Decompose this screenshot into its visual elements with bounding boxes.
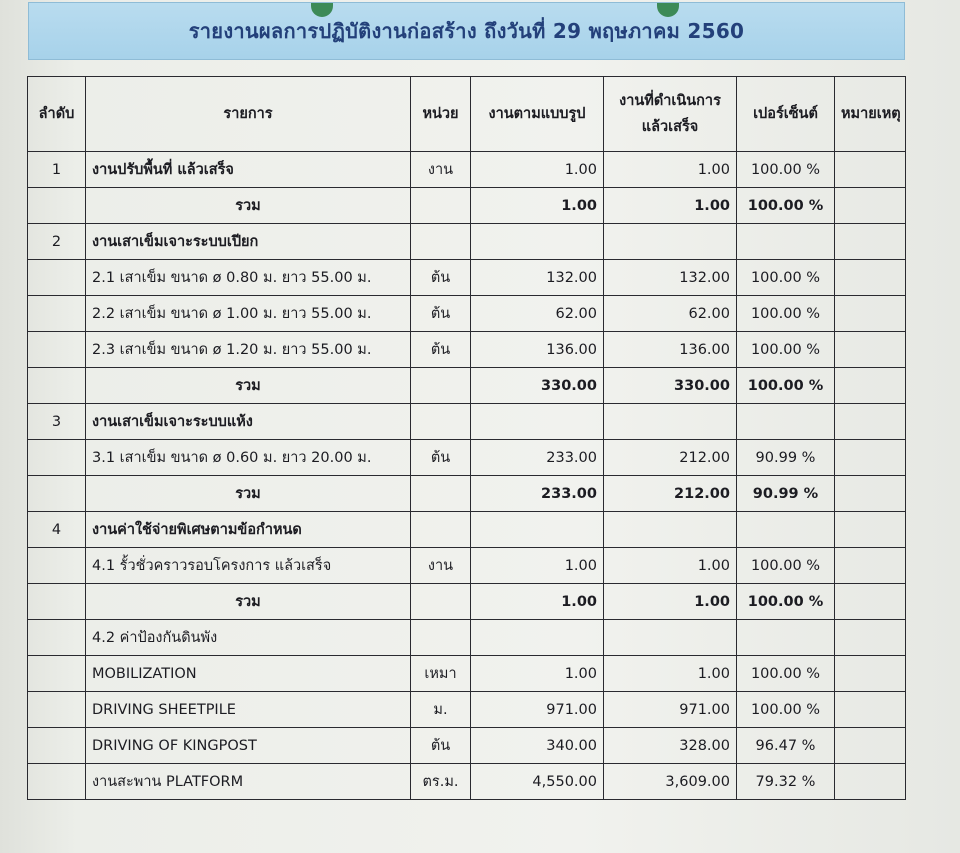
cell-item: DRIVING OF KINGPOST: [86, 728, 411, 764]
table-row: [28, 656, 906, 692]
title-banner: [28, 2, 905, 60]
cell-done: 1.00: [604, 152, 737, 188]
cell-percent: 100.00 %: [737, 656, 835, 692]
cell-done: 212.00: [604, 440, 737, 476]
cell-unit: [411, 404, 471, 440]
cell-item: รวม: [86, 476, 411, 512]
col-header-done-line1: งานที่ดำเนินการ: [619, 93, 721, 109]
cell-item: งานเสาเข็มเจาะระบบเปียก: [86, 224, 411, 260]
cell-item: งานสะพาน PLATFORM: [86, 764, 411, 800]
cell-done: 62.00: [604, 296, 737, 332]
cell-unit: ม.: [411, 692, 471, 728]
cell-remark: [835, 728, 906, 764]
table-row: [28, 296, 906, 332]
table-row: [28, 188, 906, 224]
cell-planned: 233.00: [471, 476, 604, 512]
cell-no: 3: [28, 404, 86, 440]
cell-no: [28, 692, 86, 728]
cell-item: รวม: [86, 368, 411, 404]
cell-percent: 100.00 %: [737, 188, 835, 224]
cell-done: 132.00: [604, 260, 737, 296]
cell-remark: [835, 656, 906, 692]
col-header-item: รายการ: [86, 77, 411, 152]
cell-item: งานเสาเข็มเจาะระบบแห้ง: [86, 404, 411, 440]
col-header-percent: เปอร์เซ็นต์: [737, 77, 835, 152]
table-row: [28, 584, 906, 620]
cell-item: งานค่าใช้จ่ายพิเศษตามข้อกำหนด: [86, 512, 411, 548]
cell-planned: 1.00: [471, 188, 604, 224]
cell-no: 1: [28, 152, 86, 188]
cell-unit: งาน: [411, 548, 471, 584]
cell-no: 4: [28, 512, 86, 548]
cell-no: [28, 548, 86, 584]
table-row: [28, 620, 906, 656]
table-row: [28, 152, 906, 188]
table-row: [28, 404, 906, 440]
header-row: [28, 77, 906, 152]
cell-done: 136.00: [604, 332, 737, 368]
cell-percent: 100.00 %: [737, 152, 835, 188]
cell-planned: 132.00: [471, 260, 604, 296]
report-title: รายงานผลการปฏิบัติงานก่อสร้าง ถึงวันที่ 29 พฤษภาคม 2560: [188, 19, 745, 43]
cell-unit: ต้น: [411, 296, 471, 332]
cell-item: DRIVING SHEETPILE: [86, 692, 411, 728]
table-body: [28, 152, 906, 800]
cell-item: 2.2 เสาเข็ม ขนาด ø 1.00 ม. ยาว 55.00 ม.: [86, 296, 411, 332]
cell-unit: ต้น: [411, 440, 471, 476]
cell-item: MOBILIZATION: [86, 656, 411, 692]
cell-item: งานปรับพื้นที่ แล้วเสร็จ: [86, 152, 411, 188]
cell-remark: [835, 260, 906, 296]
cell-percent: [737, 404, 835, 440]
col-header-remark: หมายเหตุ: [835, 77, 906, 152]
cell-item: 2.1 เสาเข็ม ขนาด ø 0.80 ม. ยาว 55.00 ม.: [86, 260, 411, 296]
cell-done: 328.00: [604, 728, 737, 764]
cell-planned: 1.00: [471, 548, 604, 584]
cell-planned: 1.00: [471, 584, 604, 620]
cell-remark: [835, 188, 906, 224]
table-row: [28, 260, 906, 296]
cell-remark: [835, 476, 906, 512]
table-row: [28, 692, 906, 728]
cell-no: [28, 368, 86, 404]
cell-unit: เหมา: [411, 656, 471, 692]
cell-percent: 100.00 %: [737, 368, 835, 404]
cell-planned: 136.00: [471, 332, 604, 368]
cell-percent: 96.47 %: [737, 728, 835, 764]
cell-done: 1.00: [604, 188, 737, 224]
cell-percent: 100.00 %: [737, 296, 835, 332]
cell-percent: 100.00 %: [737, 260, 835, 296]
cell-unit: งาน: [411, 152, 471, 188]
cell-no: [28, 764, 86, 800]
cell-item: รวม: [86, 584, 411, 620]
cell-unit: ต้น: [411, 332, 471, 368]
cell-percent: [737, 620, 835, 656]
cell-planned: [471, 224, 604, 260]
cell-percent: 90.99 %: [737, 440, 835, 476]
cell-planned: 1.00: [471, 656, 604, 692]
cell-remark: [835, 764, 906, 800]
cell-done: 212.00: [604, 476, 737, 512]
col-header-planned: งานตามแบบรูป: [471, 77, 604, 152]
cell-item: รวม: [86, 188, 411, 224]
cell-remark: [835, 224, 906, 260]
cell-remark: [835, 296, 906, 332]
cell-planned: [471, 512, 604, 548]
cell-planned: 62.00: [471, 296, 604, 332]
cell-percent: 100.00 %: [737, 548, 835, 584]
col-header-no: ลำดับ: [28, 77, 86, 152]
cell-remark: [835, 620, 906, 656]
cell-unit: ตร.ม.: [411, 764, 471, 800]
table-row: [28, 368, 906, 404]
cell-no: [28, 296, 86, 332]
cell-remark: [835, 152, 906, 188]
cell-done: 1.00: [604, 656, 737, 692]
cell-unit: [411, 584, 471, 620]
cell-unit: [411, 620, 471, 656]
cell-percent: 100.00 %: [737, 692, 835, 728]
cell-done: 3,609.00: [604, 764, 737, 800]
cell-planned: 4,550.00: [471, 764, 604, 800]
cell-no: [28, 476, 86, 512]
table-row: [28, 332, 906, 368]
cell-unit: [411, 512, 471, 548]
cell-percent: 90.99 %: [737, 476, 835, 512]
cell-planned: 330.00: [471, 368, 604, 404]
cell-done: [604, 224, 737, 260]
cell-done: 1.00: [604, 584, 737, 620]
cell-planned: [471, 620, 604, 656]
cell-no: [28, 584, 86, 620]
cell-no: 2: [28, 224, 86, 260]
cell-remark: [835, 368, 906, 404]
table-row: [28, 440, 906, 476]
cell-no: [28, 620, 86, 656]
cell-unit: [411, 476, 471, 512]
cell-planned: 1.00: [471, 152, 604, 188]
cell-remark: [835, 692, 906, 728]
col-header-done-line2: แล้วเสร็จ: [641, 119, 699, 135]
cell-done: [604, 620, 737, 656]
cell-remark: [835, 440, 906, 476]
cell-done: 330.00: [604, 368, 737, 404]
cell-no: [28, 188, 86, 224]
cell-remark: [835, 332, 906, 368]
cell-no: [28, 260, 86, 296]
cell-unit: [411, 224, 471, 260]
cell-item: 4.1 รั้วชั่วคราวรอบโครงการ แล้วเสร็จ: [86, 548, 411, 584]
table-row: [28, 728, 906, 764]
cell-item: 2.3 เสาเข็ม ขนาด ø 1.20 ม. ยาว 55.00 ม.: [86, 332, 411, 368]
cell-no: [28, 440, 86, 476]
cell-planned: 340.00: [471, 728, 604, 764]
cell-percent: 100.00 %: [737, 584, 835, 620]
cell-planned: 233.00: [471, 440, 604, 476]
table-row: [28, 224, 906, 260]
table-row: [28, 548, 906, 584]
cell-unit: [411, 188, 471, 224]
cell-remark: [835, 584, 906, 620]
col-header-done: [604, 77, 737, 152]
cell-no: [28, 332, 86, 368]
cell-item: 4.2 ค่าป้องกันดินพัง: [86, 620, 411, 656]
cell-planned: 971.00: [471, 692, 604, 728]
cell-percent: 79.32 %: [737, 764, 835, 800]
cell-done: 971.00: [604, 692, 737, 728]
cell-remark: [835, 512, 906, 548]
cell-done: [604, 404, 737, 440]
cell-item: 3.1 เสาเข็ม ขนาด ø 0.60 ม. ยาว 20.00 ม.: [86, 440, 411, 476]
cell-planned: [471, 404, 604, 440]
cell-remark: [835, 548, 906, 584]
cell-no: [28, 656, 86, 692]
cell-remark: [835, 404, 906, 440]
cell-unit: ต้น: [411, 260, 471, 296]
cell-done: 1.00: [604, 548, 737, 584]
progress-table: [27, 76, 906, 800]
table-row: [28, 512, 906, 548]
cell-unit: ต้น: [411, 728, 471, 764]
table-row: [28, 764, 906, 800]
cell-done: [604, 512, 737, 548]
col-header-unit: หน่วย: [411, 77, 471, 152]
cell-percent: [737, 512, 835, 548]
cell-unit: [411, 368, 471, 404]
cell-percent: 100.00 %: [737, 332, 835, 368]
cell-percent: [737, 224, 835, 260]
cell-no: [28, 728, 86, 764]
table-row: [28, 476, 906, 512]
